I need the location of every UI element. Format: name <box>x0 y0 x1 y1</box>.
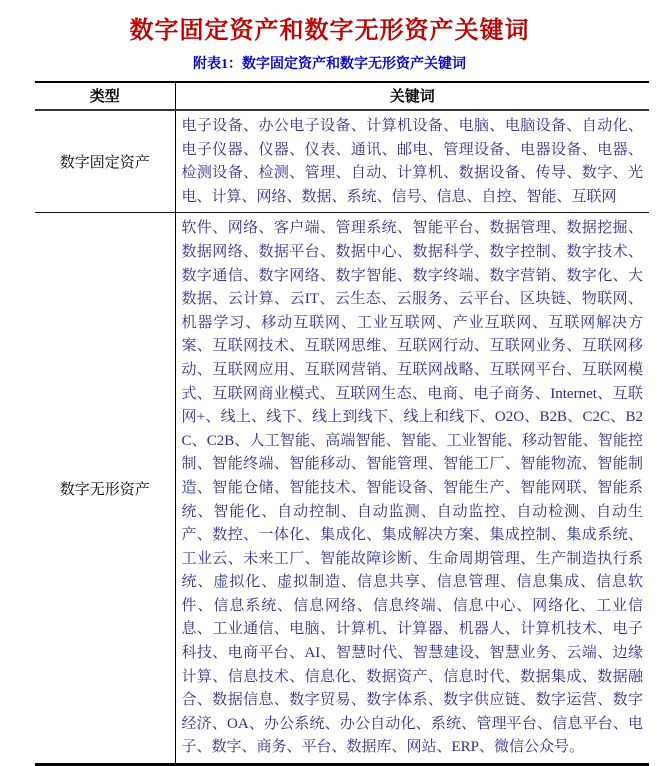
keywords-cell-digital-intangible-assets: 软件、网络、客户端、管理系统、智能平台、数据管理、数据挖掘、数据网络、数据平台、数据中心、数据科学、数字控制、数字技术、数字通信、数字网络、数字智能、数字终端、数字营销、数字化、大数据、云计算、云IT、云生态、云服务、云平台、区块链、物联网、机器学习、移动互联网、工业互联网、产业互联网、互联网解决方案、互联网技术、互联网思维、互联网行动、互联网业务、互联网移动、互联网应用、互联网营销、互联网战略、互联网平台、互联网模式、互联网商业模式、互联网生态、电商、电子商务、Internet、互联网+、线上、线下、线上到线下、线上和线下、O2O、B2B、C2C、B2C、C2B、人工智能、高端智能、智能、工业智能、移动智能、智能控制、智能终端、智能移动、智能管理、智能工厂、智能物流、智能制造、智能仓储、智能技术、智能设备、智能生产、智能网联、智能系统、智能化、自动控制、自动监测、自动监控、自动检测、自动生产、数控、一体化、集成化、集成解决方案、集成控制、集成系统、工业云、未来工厂、智能故障诊断、生命周期管理、生产制造执行系统、虚拟化、虚拟制造、信息共享、信息管理、信息集成、信息软件、信息系统、信息网络、信息终端、信息中心、网络化、工业信息、工业通信、电脑、计算机、计算器、机器人、计算机技术、电子科技、电商平台、AI、智慧时代、智慧建设、智慧业务、云端、边缘计算、信息技术、信息化、数据资产、信息时代、数据集成、数据融合、数据信息、数字贸易、数字体系、数字供应链、数字运营、数字经济、OA、办公系统、办公自动化、系统、管理平台、信息平台、电子、数字、商务、平台、数据库、网站、ERP、微信公众号。 <box>181 220 643 756</box>
header-cell-type: 类型 <box>35 82 175 110</box>
keywords-cell-digital-fixed-assets: 电子设备、办公电子设备、计算机设备、电脑、电脑设备、自动化、电子仪器、仪器、仪表、通讯、邮电、管理设备、电器设备、电器、检测设备、检测、管理、自动、计算机、数据设备、传导、数字、光电、计算、网络、数据、系统、信号、信息、自控、智能、互联网 <box>175 110 649 213</box>
page-title: 数字固定资产和数字无形资产关键词 <box>129 18 530 44</box>
table-row-digital-fixed-assets <box>35 110 649 213</box>
document-page <box>0 15 659 762</box>
table-header-row <box>35 82 649 110</box>
table-caption: 附表1：数字固定资产和数字无形资产关键词 <box>193 57 466 72</box>
type-cell-digital-intangible-assets: 数字无形资产 <box>35 213 175 765</box>
type-cell-digital-fixed-assets: 数字固定资产 <box>35 110 175 213</box>
table-row-digital-intangible-assets <box>35 213 649 765</box>
header-cell-keywords: 关键词 <box>175 82 649 110</box>
keywords-table <box>35 81 649 766</box>
